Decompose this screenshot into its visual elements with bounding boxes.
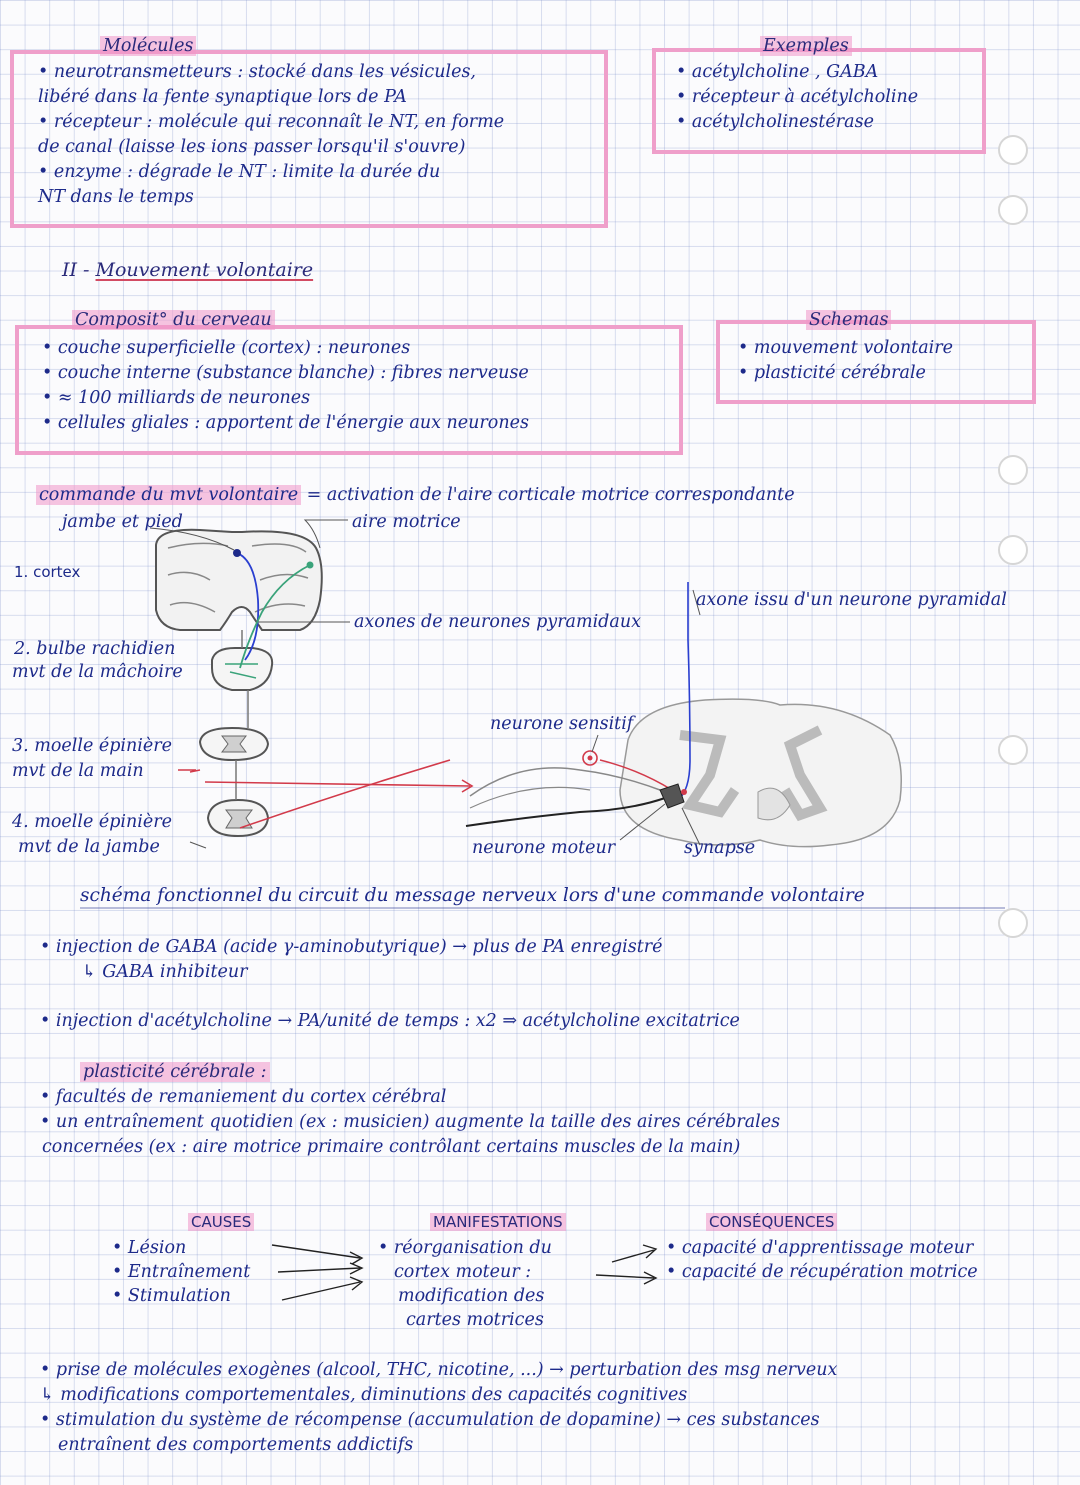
manifestation-line: modification des xyxy=(398,1286,545,1306)
molecules-line: • récepteur : molécule qui reconnaît le NT, en forme xyxy=(38,112,505,132)
cause-item: • Entraînement xyxy=(112,1262,251,1282)
exemples-item: • acétylcholinestérase xyxy=(676,112,874,132)
label-neurone-moteur: neurone moteur xyxy=(472,838,616,858)
plasticite-title: plasticité cérébrale : xyxy=(80,1060,270,1085)
manifestations-title: MANIFESTATIONS xyxy=(430,1210,566,1235)
label-jambe-pied: jambe et pied xyxy=(62,512,183,532)
exemples-item: • récepteur à acétylcholine xyxy=(676,87,919,107)
bulbe-outline xyxy=(212,648,272,690)
injection-acetylcholine: • injection d'acétylcholine → PA/unité de temps : x2 ⇒ acétylcholine excitatrice xyxy=(40,1011,740,1031)
schemas-item: • mouvement volontaire xyxy=(738,338,953,358)
exemples-title: Exemples xyxy=(760,34,852,59)
causes-title: CAUSES xyxy=(188,1210,254,1235)
commande-text: = activation de l'aire corticale motrice correspondante xyxy=(306,485,795,505)
exemples-item: • acétylcholine , GABA xyxy=(676,62,879,82)
label-cortex: 1. cortex xyxy=(14,563,81,581)
label-moelle-4: 4. moelle épinière xyxy=(12,812,172,832)
cerveau-line: • couche superficielle (cortex) : neurones xyxy=(42,338,411,358)
injection-gaba: • injection de GABA (acide γ-aminobutyrique) → plus de PA enregistré xyxy=(40,937,663,957)
plasticite-line: • un entraînement quotidien (ex : musicien) augmente la taille des aires cérébrales xyxy=(40,1112,781,1132)
molecules-line: • enzyme : dégrade le NT : limite la durée du xyxy=(38,162,441,182)
manifestation-line: cortex moteur : xyxy=(394,1262,532,1282)
commande-title: commande du mvt volontaire xyxy=(36,485,301,505)
molecules-line: libéré dans la fente synaptique lors de PA xyxy=(38,87,407,107)
schemas-title: Schemas xyxy=(806,308,891,333)
label-moelle-3: 3. moelle épinière xyxy=(12,736,172,756)
molecules-line: NT dans le temps xyxy=(38,187,194,207)
final-line: ↳ modifications comportementales, diminutions des capacités cognitives xyxy=(40,1385,688,1405)
cerveau-title: Composit° du cerveau xyxy=(72,308,275,333)
manifestation-line: cartes motrices xyxy=(406,1310,544,1330)
schema-title: schéma fonctionnel du circuit du message nerveux lors d'une commande volontaire xyxy=(80,885,865,906)
consequence-item: • capacité d'apprentissage moteur xyxy=(666,1238,974,1258)
label-axones-pyramidaux: axones de neurones pyramidaux xyxy=(354,612,641,632)
label-aire-motrice: aire motrice xyxy=(352,512,461,532)
label-neurone-sensitif: neurone sensitif xyxy=(490,714,634,734)
final-line: • prise de molécules exogènes (alcool, THC, nicotine, ...) → perturbation des msg nerveux xyxy=(40,1360,838,1380)
molecules-title: Molécules xyxy=(100,34,196,59)
consequence-item: • capacité de récupération motrice xyxy=(666,1262,978,1282)
manifestation-line: • réorganisation du xyxy=(378,1238,552,1258)
final-line: entraînent des comportements addictifs xyxy=(58,1435,414,1455)
label-mvt-machoire: mvt de la mâchoire xyxy=(12,662,183,682)
label-bulbe: 2. bulbe rachidien xyxy=(14,639,176,659)
schemas-item: • plasticité cérébrale xyxy=(738,363,926,383)
cerveau-line: • cellules gliales : apportent de l'énergie aux neurones xyxy=(42,413,529,433)
injection-gaba-note: ↳ GABA inhibiteur xyxy=(82,962,248,982)
consequences-title: CONSÉQUENCES xyxy=(706,1210,837,1235)
plasticite-line: • facultés de remaniement du cortex cérébral xyxy=(40,1087,447,1107)
label-axone-issu: axone issu d'un neurone pyramidal xyxy=(696,590,1007,610)
label-mvt-main: mvt de la main xyxy=(12,761,144,781)
molecules-line: • neurotransmetteurs : stocké dans les vésicules, xyxy=(38,62,476,82)
label-mvt-jambe: mvt de la jambe xyxy=(18,837,160,857)
cause-item: • Stimulation xyxy=(112,1286,231,1306)
spinal-cross-section xyxy=(620,699,901,846)
cerveau-line: • ≈ 100 milliards de neurones xyxy=(42,388,311,408)
cause-item: • Lésion xyxy=(112,1238,187,1258)
plasticite-line: concernées (ex : aire motrice primaire contrôlant certains muscles de la main) xyxy=(42,1137,741,1157)
section-number: II - xyxy=(62,259,90,281)
final-line: • stimulation du système de récompense (accumulation de dopamine) → ces substances xyxy=(40,1410,820,1430)
label-synapse: synapse xyxy=(684,838,756,858)
molecules-line: de canal (laisse les ions passer lorsqu'il s'ouvre) xyxy=(38,137,466,157)
section-title: Mouvement volontaire xyxy=(95,259,314,281)
cerveau-line: • couche interne (substance blanche) : fibres nerveuse xyxy=(42,363,529,383)
